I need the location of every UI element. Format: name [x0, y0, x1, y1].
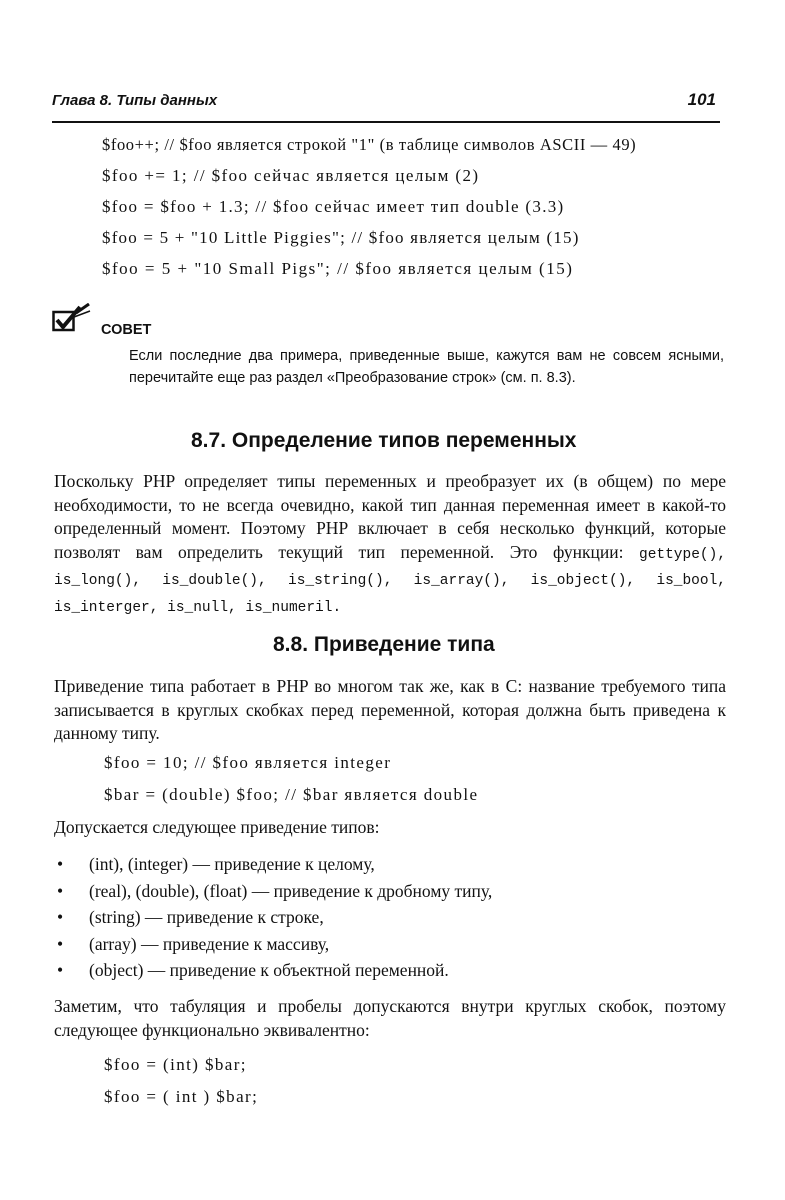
code-line: $foo += 1; // $foo сейчас является целым (2) [102, 166, 480, 185]
section-heading-8-8: 8.8. Приведение типа [273, 633, 495, 656]
code-line: $foo++; // $foo является строкой "1" (в таблице символов ASCII — 49) [102, 135, 637, 154]
checkmark-pen-icon [52, 303, 92, 335]
list-item [54, 931, 734, 958]
list-item [54, 957, 734, 984]
tip-label: СОВЕТ [101, 322, 152, 338]
header-rule [52, 121, 720, 123]
code-line: $bar = (double) $foo; // $bar является double [104, 785, 479, 804]
bullet-icon: • [57, 854, 64, 874]
list-item-text: (int), (integer) — приведение к целому, [89, 854, 375, 874]
section-8-7-paragraph [54, 470, 726, 620]
cast-types-list [54, 851, 734, 984]
list-item [54, 904, 734, 931]
running-header [52, 92, 722, 120]
bullet-icon: • [57, 880, 64, 901]
code-line: $foo = 5 + "10 Small Pigs"; // $foo является целым (15) [102, 259, 574, 278]
list-item-text: (real), (double), (float) — приведение к дробному типу, [89, 880, 493, 901]
code-line: $foo = $foo + 1.3; // $foo сейчас имеет тип double (3.3) [102, 197, 565, 216]
code-line: $foo = 5 + "10 Little Piggies"; // $foo является целым (15) [102, 228, 580, 247]
code-line: $foo = (int) $bar; [104, 1055, 247, 1074]
function-list: gettype(), is_long(), is_double(), is_string(), is_array(), is_object(), is_bool, is_interger, is_null, is_numeril. [54, 546, 727, 616]
chapter-title: Глава 8. Типы данных [52, 92, 218, 109]
section-8-8-paragraph: Приведение типа работает в PHP во многом так же, как в С: название требуемого типа записывается в круглых скобках перед переменной, которая должна быть приведена к данному типу. [54, 676, 726, 743]
list-item-text: (object) — приведение к объектной переменной. [89, 960, 449, 980]
whitespace-note: Заметим, что табуляция и пробелы допускаются внутри круглых скобок, поэтому следующее функционально эквивалентно: [54, 996, 726, 1040]
list-item-text: (string) — приведение к строке, [89, 907, 324, 927]
paragraph-text: Поскольку PHP определяет типы переменных и преобразует их (в общем) по мере необходимости, то не всегда очевидно, какой тип данная переменная имеет в какой-то определенный момент. Поэтому PHP включает в себя несколько функций, которые позволят вам определить текущий тип переменной. Это функции: [54, 471, 726, 562]
section-heading-8-7: 8.7. Определение типов переменных [191, 429, 577, 452]
bullet-icon: • [57, 907, 64, 927]
list-item-text: (array) — приведение к массиву, [89, 933, 330, 954]
list-item [54, 851, 734, 878]
bullet-icon: • [57, 933, 64, 954]
tip-text: Если последние два примера, приведенные выше, кажутся вам не совсем ясными, перечитайте еще раз раздел «Преобразование строк» (см. п. 8.3). [129, 348, 724, 386]
page-number: 101 [687, 90, 716, 109]
code-line: $foo = ( int ) $bar; [104, 1087, 259, 1106]
cast-list-intro: Допускается следующее приведение типов: [54, 817, 380, 837]
list-item [54, 878, 734, 905]
bullet-icon: • [57, 960, 64, 980]
code-line: $foo = 10; // $foo является integer [104, 753, 392, 772]
